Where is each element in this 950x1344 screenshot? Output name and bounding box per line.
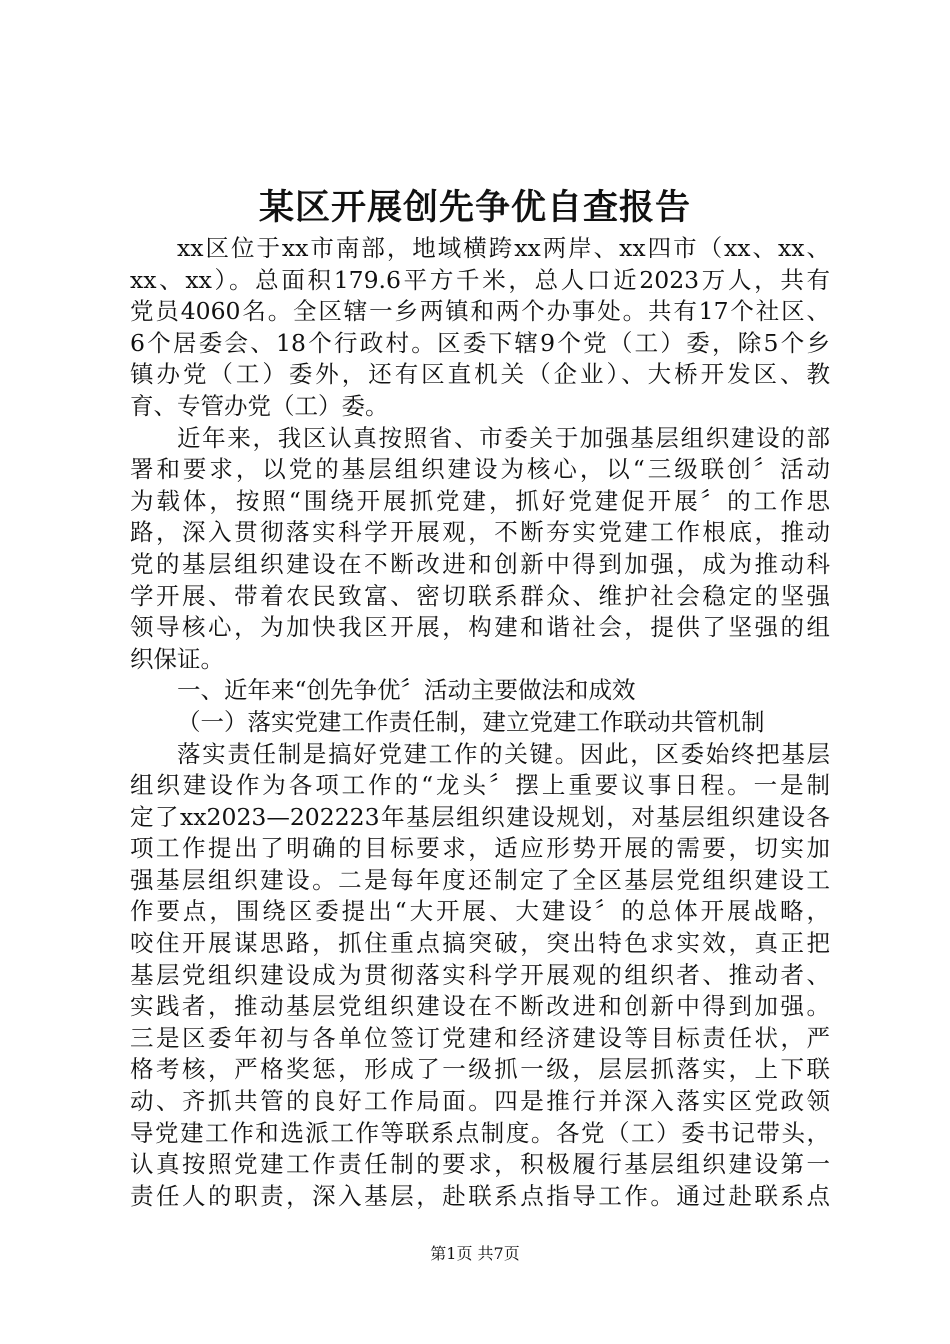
paragraph-line: 咬住开展谋思路，抓住重点搞突破，突出特色求实效，真正把 (130, 929, 830, 958)
paragraph-line: 近年来，我区认真按照省、市委关于加强基层组织建设的部 (177, 423, 830, 452)
paragraph-line: 领导核心，为加快我区开展，构建和谐社会，提供了坚强的组 (130, 613, 830, 642)
paragraph-line: 织保证。 (130, 644, 224, 673)
paragraph-line: 三是区委年初与各单位签订党建和经济建设等目标责任状，严 (130, 1023, 830, 1052)
section-heading: 一、近年来“创先争优〞活动主要做法和成效 (177, 676, 636, 705)
paragraph-line: 格考核，严格奖惩，形成了一级抓一级，层层抓落实，上下联 (130, 1055, 830, 1084)
paragraph-line: 导党建工作和选派工作等联系点制度。各党（工）委书记带头， (130, 1118, 830, 1147)
subsection-heading: （一）落实党建工作责任制，建立党建工作联动共管机制 (177, 707, 765, 736)
document-title: 某区开展创先争优自查报告 (258, 187, 691, 228)
paragraph-line: 定了xx2023—202223年基层组织建设规划，对基层组织建设各 (130, 802, 830, 831)
paragraph-line: 党的基层组织建设在不断改进和创新中得到加强，成为推动科 (130, 549, 830, 578)
page-footer: 第1页 共7页 (430, 1244, 520, 1263)
paragraph-line: 强基层组织建设。二是每年度还制定了全区基层党组织建设工 (130, 865, 830, 894)
paragraph-line: xx、xx）。总面积179.6平方千米，总人口近2023万人，共有 (130, 265, 830, 294)
paragraph-line: 为载体，按照“围绕开展抓党建，抓好党建促开展〞的工作思 (130, 486, 830, 515)
paragraph-line: 育、专管办党（工）委。 (130, 391, 389, 420)
paragraph-line: 动、齐抓共管的良好工作局面。四是推行并深入落实区党政领 (130, 1087, 830, 1116)
paragraph-line: 项工作提出了明确的目标要求，适应形势开展的需要，切实加 (130, 834, 830, 863)
paragraph-line: 实践者，推动基层党组织建设在不断改进和创新中得到加强。 (130, 992, 830, 1021)
paragraph-line: 6个居委会、18个行政村。区委下辖9个党（工）委，除5个乡 (130, 328, 830, 357)
paragraph-line: 组织建设作为各项工作的“龙头〞摆上重要议事日程。一是制 (130, 771, 830, 800)
paragraph-line: xx区位于xx市南部，地域横跨xx两岸、xx四市（xx、xx、 (177, 234, 830, 262)
paragraph-line: 作要点，围绕区委提出“大开展、大建设〞的总体开展战略， (130, 897, 830, 926)
paragraph-line: 学开展、带着农民致富、密切联系群众、维护社会稳定的坚强 (130, 581, 830, 610)
paragraph-line: 责任人的职责，深入基层，赴联系点指导工作。通过赴联系点 (130, 1181, 830, 1210)
paragraph-line: 署和要求，以党的基层组织建设为核心，以“三级联创〞活动 (130, 455, 830, 484)
document-body (130, 233, 830, 1212)
paragraph-line: 党员4060名。全区辖一乡两镇和两个办事处。共有17个社区、 (130, 297, 830, 326)
paragraph-line: 基层党组织建设成为贯彻落实科学开展观的组织者、推动者、 (130, 960, 830, 989)
paragraph-line: 镇办党（工）委外，还有区直机关（企业）、大桥开发区、教 (130, 360, 830, 389)
paragraph-line: 路，深入贯彻落实科学开展观，不断夯实党建工作根底，推动 (130, 518, 830, 547)
paragraph-line: 落实责任制是搞好党建工作的关键。因此，区委始终把基层 (177, 739, 830, 768)
paragraph-line: 认真按照党建工作责任制的要求，积极履行基层组织建设第一 (130, 1150, 830, 1179)
